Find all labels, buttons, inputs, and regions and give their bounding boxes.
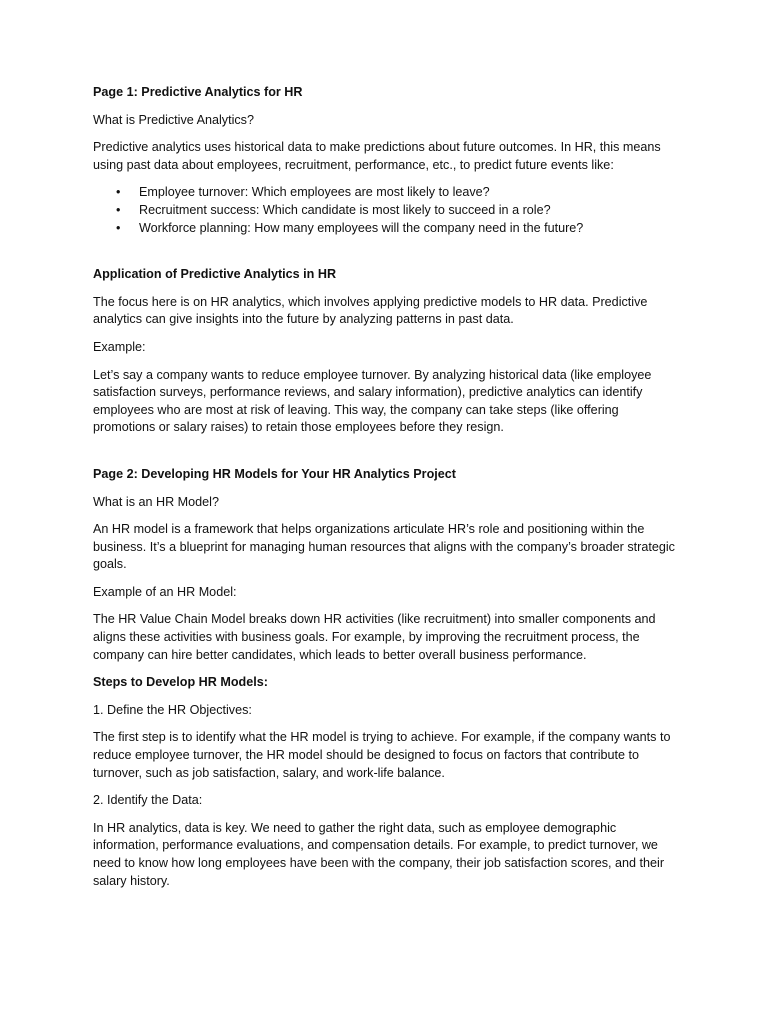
page1-question: What is Predictive Analytics? <box>93 112 254 127</box>
list-item <box>93 184 678 202</box>
spacer <box>93 447 678 466</box>
list-item <box>93 220 678 238</box>
list-item-text: Recruitment success: Which candidate is most likely to succeed in a role? <box>139 202 551 217</box>
step2-paragraph: In HR analytics, data is key. We need to gather the right data, such as employee demographic information, performance evaluations, and compensation details. For example, to predict turnover, we need to know how long employees have been with the company, their job satisfaction scores, and their salary history. <box>93 820 665 888</box>
list-item-text: Workforce planning: How many employees will the company need in the future? <box>139 220 584 235</box>
application-heading: Application of Predictive Analytics in HR <box>93 267 337 282</box>
spacer <box>93 247 678 266</box>
page1-heading: Page 1: Predictive Analytics for HR <box>93 85 303 99</box>
page2-heading: Page 2: Developing HR Models for Your HR Analytics Project <box>93 466 456 481</box>
step1-title: 1. Define the HR Objectives: <box>93 702 252 717</box>
bullet-icon: • <box>116 185 121 200</box>
example-label: Example: <box>93 339 146 354</box>
hr-model-definition-paragraph: An HR model is a framework that helps organizations articulate HR’s role and positioning within the business. It’s a blueprint for managing human resources that aligns with the company’s broader strategic goals. <box>93 522 675 572</box>
bullet-icon: • <box>116 220 121 235</box>
bullet-icon: • <box>116 202 121 217</box>
page2-question: What is an HR Model? <box>93 494 219 509</box>
hr-model-example-paragraph: The HR Value Chain Model breaks down HR activities (like recruitment) into smaller components and aligns these activities with business goals. For example, by improving the recruitment process, the company can hire better candidates, which leads to better overall business performance. <box>93 612 656 662</box>
hr-model-example-label: Example of an HR Model: <box>93 584 237 599</box>
list-item <box>93 202 678 220</box>
application-paragraph: The focus here is on HR analytics, which involves applying predictive models to HR data. Predictive analytics can give insights into the future by analyzing patterns in past data. <box>93 294 648 327</box>
list-item-text: Employee turnover: Which employees are most likely to leave? <box>139 185 490 200</box>
steps-heading: Steps to Develop HR Models: <box>93 675 268 690</box>
step1-paragraph: The first step is to identify what the HR model is trying to achieve. For example, if the company wants to reduce employee turnover, the HR model should be designed to focus on factors that contribute to turnover, such as job satisfaction, salary, and work-life balance. <box>93 730 671 780</box>
page1-intro-paragraph: Predictive analytics uses historical data to make predictions about future outcomes. In HR, this means using past data about employees, recruitment, performance, etc., to predict future events like: <box>93 140 661 172</box>
page1-bullet-list <box>93 184 678 237</box>
example-paragraph: Let’s say a company wants to reduce employee turnover. By analyzing historical data (like employee satisfaction surveys, performance reviews, and salary information), predictive analytics can identify employees who are most at risk of leaving. This way, the company can take steps (like offering promotions or salary raises) to retain those employees before they resign. <box>93 367 652 435</box>
step2-title: 2. Identify the Data: <box>93 793 203 808</box>
document-page <box>93 84 678 900</box>
